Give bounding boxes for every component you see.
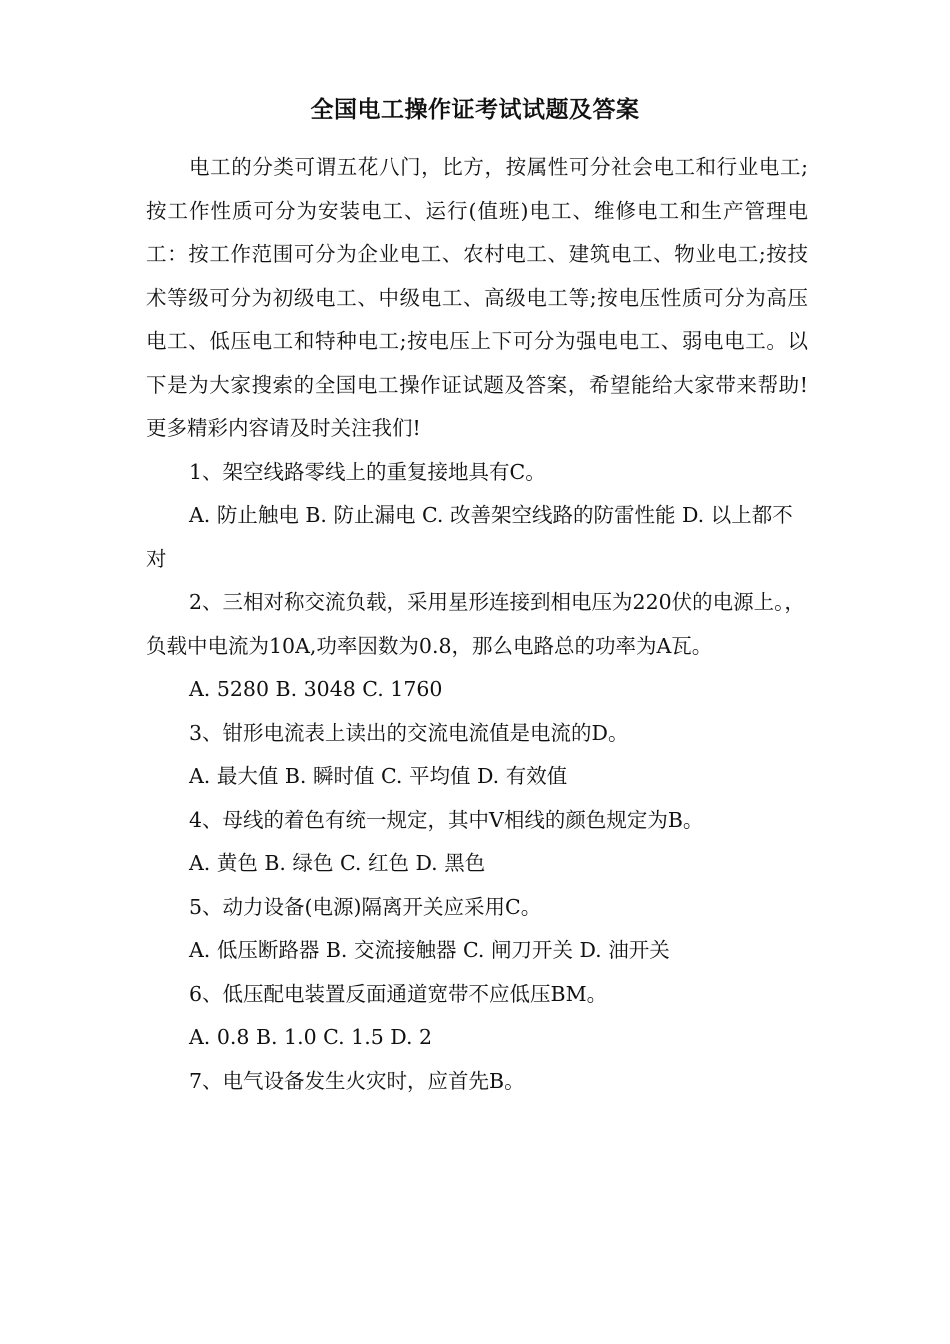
question-5-options: A. 低压断路器 B. 交流接触器 C. 闸刀开关 D. 油开关 — [189, 938, 670, 962]
question-1-options: A. 防止触电 B. 防止漏电 C. 改善架空线路的防雷性能 D. 以上都不对 — [146, 503, 793, 571]
intro-paragraph: 电工的分类可谓五花八门，比方，按属性可分社会电工和行业电工;按工作性质可分为安装电工、运行(值班)电工、维修电工和生产管理电工：按工作范围可分为企业电工、农村电工、建筑电工、物业电工;按技术等级可分为初级电工、中级电工、高级电工等;按电压性质可分为高压电工、低压电工和特种电工;按电压上下可分为强电电工、弱电电工。以下是为大家搜索的全国电工操作证试题及答案，希望能给大家带来帮助!更多精彩内容请及时关注我们! — [146, 155, 808, 440]
question-7: 7、电气设备发生火灾时，应首先B。 — [189, 1068, 525, 1093]
document-title: 全国电工操作证考试试题及答案 — [310, 96, 640, 123]
question-3-options: A. 最大值 B. 瞬时值 C. 平均值 D. 有效值 — [189, 764, 568, 788]
question-4-options: A. 黄色 B. 绿色 C. 红色 D. 黑色 — [189, 851, 486, 875]
question-2: 2、三相对称交流负载，采用星形连接到相电压为220伏的电源上。，负载中电流为10A,功率因数为0.8，那么电路总的功率为A瓦。 — [146, 590, 805, 658]
question-2-options: A. 5280 B. 3048 C. 1760 — [189, 677, 443, 701]
document-body — [146, 146, 808, 1103]
question-1: 1、架空线路零线上的重复接地具有C。 — [189, 459, 546, 484]
question-6-options: A. 0.8 B. 1.0 C. 1.5 D. 2 — [189, 1025, 433, 1049]
question-3: 3、钳形电流表上读出的交流电流值是电流的D。 — [189, 720, 629, 745]
question-6: 6、低压配电装置反面通道宽带不应低压BM。 — [189, 981, 608, 1006]
question-4: 4、母线的着色有统一规定，其中V相线的颜色规定为B。 — [189, 807, 704, 832]
question-5: 5、动力设备(电源)隔离开关应采用C。 — [189, 894, 542, 919]
